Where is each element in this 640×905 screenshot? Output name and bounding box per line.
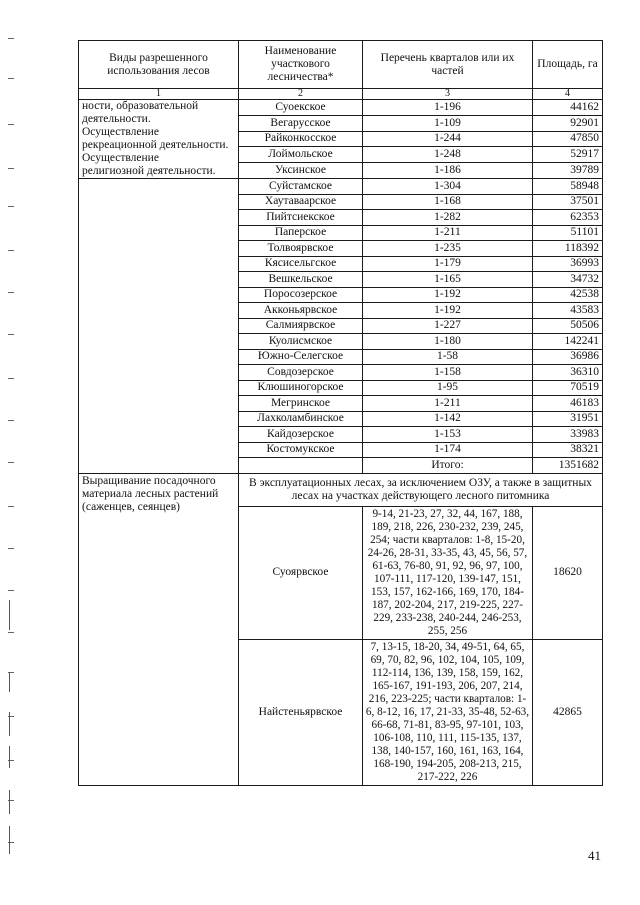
use-type-line: деятельности. bbox=[82, 113, 151, 125]
section2-use-type: Выращивание посадочного материала лесных растений (саженцев, сеянцев) bbox=[79, 473, 239, 785]
area-cell: 42865 bbox=[533, 639, 603, 785]
page-number: 41 bbox=[588, 848, 601, 863]
table-row bbox=[79, 100, 603, 116]
forestry-name: Пийтсиекское bbox=[239, 210, 363, 226]
quarters-cell: 1-95 bbox=[363, 380, 533, 396]
area-cell: 42538 bbox=[533, 287, 603, 303]
quarters-list: 7, 13-15, 18-20, 34, 49-51, 64, 65, 69, 70, 82, 96, 102, 104, 105, 109, 112-114, 136, 139, 158, 159, 162, 165-167, 191-193, 206, 207, 214, 216, 223-225; части кварталов: 1-6, 8-12, 16, 17, 21-33, 35-48, 52-63, 66-68, 71-81, 83-95, 97-101, 103, 106-108, 110, 111, 115-135, 137, 138, 140-157, 160, 161, 163, 164, 168-190, 194-205, 208-213, 215, 217-222, 226 bbox=[363, 639, 533, 785]
total-empty-cell bbox=[239, 458, 363, 474]
forestry-name: Мегринское bbox=[239, 396, 363, 412]
area-cell: 46183 bbox=[533, 396, 603, 412]
area-cell: 18620 bbox=[533, 506, 603, 639]
forestry-name: Райконкосское bbox=[239, 131, 363, 147]
forestry-name: Суоярвское bbox=[239, 506, 363, 639]
forestry-name: Костомукское bbox=[239, 442, 363, 458]
forestry-name: Суоекское bbox=[239, 100, 363, 116]
quarters-list: 9-14, 21-23, 27, 32, 44, 167, 188, 189, 218, 226, 230-232, 239, 245, 254; части кварталов: 1-8, 15-20, 24-26, 28-31, 33-35, 43, 45, 56, 57, 61-63, 76-80, 91, 92, 96, 97, 100, 107-111, 117-120, 139-147, 151, 153, 157, 162-166, 169, 170, 184-187, 202-204, 217, 219-225, 227-229, 233-238, 240-244, 246-253, 255, 256 bbox=[363, 506, 533, 639]
area-cell: 62353 bbox=[533, 210, 603, 226]
forestry-name: Паперское bbox=[239, 225, 363, 241]
area-cell: 37501 bbox=[533, 194, 603, 210]
quarters-cell: 1-248 bbox=[363, 147, 533, 163]
total-area: 1351682 bbox=[533, 458, 603, 474]
header-forestry-name: Наименование участкового лесничества* bbox=[239, 41, 363, 89]
total-label: Итого: bbox=[363, 458, 533, 474]
forestry-name: Вегарусское bbox=[239, 115, 363, 131]
forest-use-table bbox=[78, 40, 603, 786]
column-number: 2 bbox=[239, 89, 363, 100]
quarters-cell: 1-158 bbox=[363, 365, 533, 381]
forestry-name: Кайдозерское bbox=[239, 427, 363, 443]
area-cell: 52917 bbox=[533, 147, 603, 163]
quarters-cell: 1-165 bbox=[363, 272, 533, 288]
quarters-cell: 1-179 bbox=[363, 256, 533, 272]
forestry-name: Суйстамское bbox=[239, 179, 363, 195]
quarters-cell: 1-142 bbox=[363, 411, 533, 427]
section2-note: В эксплуатационных лесах, за исключением ОЗУ, а также в защитных лесах на участках действующего лесного питомника bbox=[239, 473, 603, 506]
area-cell: 47850 bbox=[533, 131, 603, 147]
quarters-cell: 1-235 bbox=[363, 241, 533, 257]
quarters-cell: 1-58 bbox=[363, 349, 533, 365]
forestry-name: Лоймольское bbox=[239, 147, 363, 163]
column-number: 3 bbox=[363, 89, 533, 100]
header-quarters: Перечень кварталов или их частей bbox=[363, 41, 533, 89]
area-cell: 38321 bbox=[533, 442, 603, 458]
section2-note-row bbox=[79, 473, 603, 506]
header-use-types: Виды разрешенного использования лесов bbox=[79, 41, 239, 89]
quarters-cell: 1-109 bbox=[363, 115, 533, 131]
quarters-cell: 1-211 bbox=[363, 396, 533, 412]
quarters-cell: 1-153 bbox=[363, 427, 533, 443]
forestry-name: Хаутаваарское bbox=[239, 194, 363, 210]
scan-margin-marks bbox=[0, 0, 22, 905]
use-type-line: религиозной деятельности. bbox=[82, 165, 216, 177]
quarters-cell: 1-174 bbox=[363, 442, 533, 458]
quarters-cell: 1-196 bbox=[363, 100, 533, 116]
use-type-line: ности, образовательной bbox=[82, 100, 199, 112]
table-row bbox=[79, 179, 603, 195]
header-area: Площадь, га bbox=[533, 41, 603, 89]
area-cell: 44162 bbox=[533, 100, 603, 116]
area-cell: 92901 bbox=[533, 115, 603, 131]
forestry-name: Южно-Селегское bbox=[239, 349, 363, 365]
quarters-cell: 1-211 bbox=[363, 225, 533, 241]
quarters-cell: 1-244 bbox=[363, 131, 533, 147]
quarters-cell: 1-186 bbox=[363, 163, 533, 179]
area-cell: 36986 bbox=[533, 349, 603, 365]
area-cell: 142241 bbox=[533, 334, 603, 350]
quarters-cell: 1-227 bbox=[363, 318, 533, 334]
forestry-name: Уксинское bbox=[239, 163, 363, 179]
use-type-line: Осуществление bbox=[82, 126, 159, 138]
area-cell: 36993 bbox=[533, 256, 603, 272]
area-cell: 51101 bbox=[533, 225, 603, 241]
quarters-cell: 1-192 bbox=[363, 287, 533, 303]
column-number-row bbox=[79, 89, 603, 100]
forestry-name: Совдозерское bbox=[239, 365, 363, 381]
area-cell: 39789 bbox=[533, 163, 603, 179]
area-cell: 50506 bbox=[533, 318, 603, 334]
area-cell: 36310 bbox=[533, 365, 603, 381]
area-cell: 43583 bbox=[533, 303, 603, 319]
area-cell: 58948 bbox=[533, 179, 603, 195]
forestry-name: Клюшиногорское bbox=[239, 380, 363, 396]
area-cell: 34732 bbox=[533, 272, 603, 288]
use-type-line: рекреационной деятельности. bbox=[82, 139, 229, 151]
forestry-name: Найстеньярвское bbox=[239, 639, 363, 785]
forestry-name: Толвоярвское bbox=[239, 241, 363, 257]
quarters-cell: 1-192 bbox=[363, 303, 533, 319]
column-number: 1 bbox=[79, 89, 239, 100]
forestry-name: Акконьярвское bbox=[239, 303, 363, 319]
forestry-name: Салмиярвское bbox=[239, 318, 363, 334]
area-cell: 118392 bbox=[533, 241, 603, 257]
forestry-name: Поросозерское bbox=[239, 287, 363, 303]
quarters-cell: 1-304 bbox=[363, 179, 533, 195]
empty-use-cell bbox=[79, 179, 239, 474]
use-types-continuation bbox=[79, 100, 239, 179]
quarters-cell: 1-168 bbox=[363, 194, 533, 210]
quarters-cell: 1-180 bbox=[363, 334, 533, 350]
forestry-name: Вешкельское bbox=[239, 272, 363, 288]
use-type-line: Осуществление bbox=[82, 152, 159, 164]
column-number: 4 bbox=[533, 89, 603, 100]
area-cell: 31951 bbox=[533, 411, 603, 427]
area-cell: 33983 bbox=[533, 427, 603, 443]
area-cell: 70519 bbox=[533, 380, 603, 396]
forestry-name: Кясисельгское bbox=[239, 256, 363, 272]
quarters-cell: 1-282 bbox=[363, 210, 533, 226]
forestry-name: Лахколамбинское bbox=[239, 411, 363, 427]
header-row bbox=[79, 41, 603, 89]
forestry-name: Куолисмское bbox=[239, 334, 363, 350]
